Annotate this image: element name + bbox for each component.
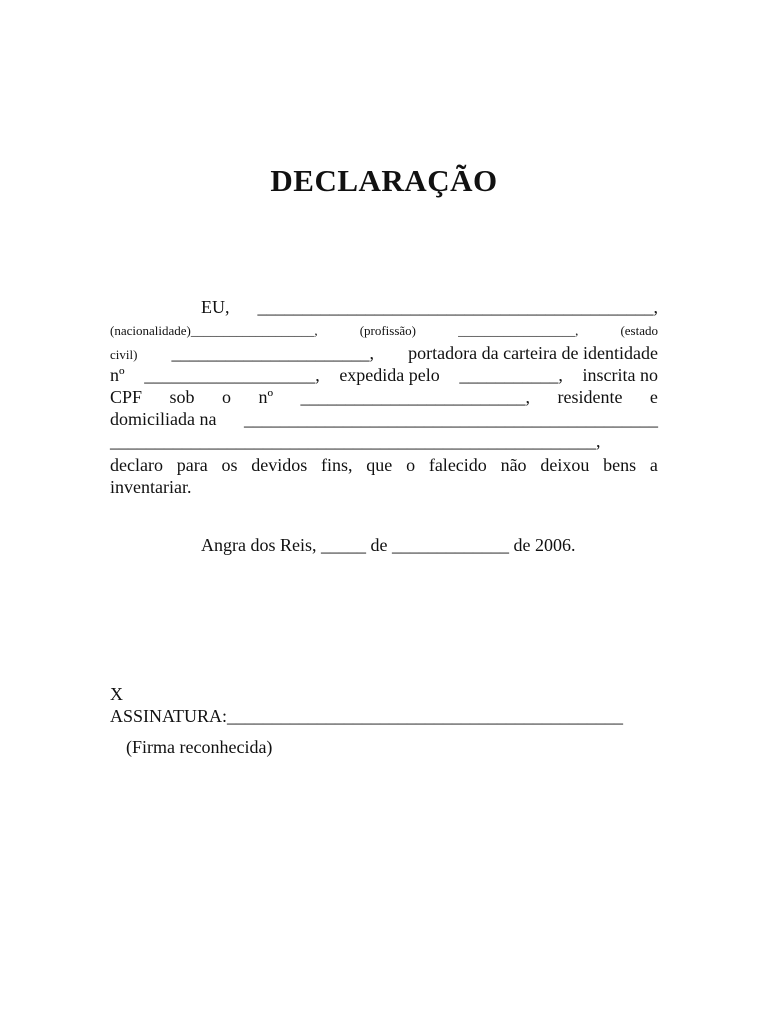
body-line-3 — [110, 342, 658, 366]
registered-label: inscrita no — [582, 365, 658, 385]
id-number-blank: ___________________, — [144, 365, 320, 385]
word-declaro: declaro — [110, 455, 163, 475]
eu-label: EU, — [201, 297, 230, 317]
word-deixou: deixou — [540, 455, 590, 475]
issued-by-label: expedida pelo — [339, 365, 440, 385]
cpf-blank: _________________________, — [300, 387, 531, 407]
body-line-2 — [110, 320, 658, 342]
inventariar-text: inventariar. — [110, 477, 192, 497]
place-date-line: Angra dos Reis, _____ de _____________ de 2006. — [201, 535, 576, 555]
profession-blank: __________________, — [458, 323, 579, 338]
word-no: nº — [258, 387, 274, 407]
word-e: e — [649, 387, 658, 407]
nationality-blank: (nacionalidade)___________________, — [110, 323, 318, 338]
id-card-text: portadora da carteira de identidade — [408, 343, 658, 363]
issuer-blank: ___________, — [459, 365, 563, 385]
body-line-4 — [110, 364, 658, 386]
word-bens: bens — [603, 455, 637, 475]
body-line-8 — [110, 454, 658, 476]
word-para: para — [176, 455, 208, 475]
word-o-2: o — [406, 455, 416, 475]
marital-status-blank: ______________________, — [171, 343, 375, 363]
address-blank-2: ______________________________________________________, — [110, 431, 601, 451]
document-title: DECLARAÇÃO — [270, 163, 498, 198]
signature-x-mark: X — [110, 684, 123, 704]
word-os: os — [221, 455, 238, 475]
notarized-signature-note: (Firma reconhecida) — [126, 737, 273, 757]
word-residente: residente — [557, 387, 623, 407]
domiciled-label: domiciliada na — [110, 409, 217, 429]
body-line-7 — [110, 430, 658, 452]
address-blank-1: ______________________________________________ — [244, 409, 658, 429]
marital-status-label: (estado — [620, 323, 658, 338]
word-devidos: devidos — [251, 455, 308, 475]
cpf-label: CPF — [110, 387, 143, 407]
word-nao: não — [500, 455, 527, 475]
number-label: nº — [110, 365, 125, 385]
body-line-6 — [110, 408, 658, 430]
profession-label: (profissão) — [359, 323, 417, 338]
body-line-5 — [110, 386, 658, 408]
word-o: o — [221, 387, 231, 407]
word-falecido: falecido — [428, 455, 487, 475]
signature-line: ASSINATURA:____________________________________________ — [110, 706, 624, 726]
word-fins: fins, — [321, 455, 353, 475]
body-line-1 — [201, 296, 658, 318]
word-que: que — [366, 455, 393, 475]
name-blank: ____________________________________________, — [257, 297, 658, 317]
body-line-9 — [110, 476, 658, 498]
word-a: a — [649, 455, 658, 475]
word-sob: sob — [169, 387, 195, 407]
civil-label: civil) — [110, 347, 138, 362]
